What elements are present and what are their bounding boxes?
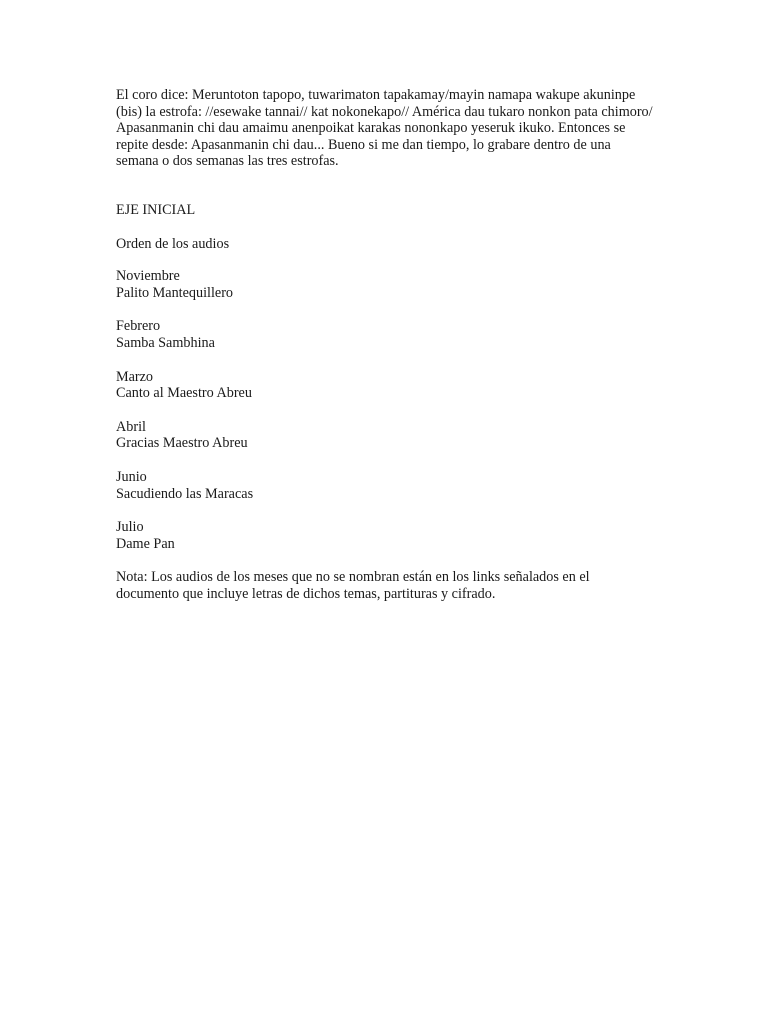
note-paragraph: Nota: Los audios de los meses que no se nombran están en los links señalados en el documento que incluye letras de dichos temas, partituras y cifrado. bbox=[116, 569, 590, 602]
section-subheading: Orden de los audios bbox=[116, 235, 230, 252]
audio-entry bbox=[116, 419, 656, 452]
audio-entry bbox=[116, 469, 656, 502]
document-page bbox=[116, 87, 656, 602]
intro-paragraph: El coro dice: Meruntoton tapopo, tuwarimaton tapakamay/mayin namapa wakupe akuninpe (bis) la estrofa: //esewake tannai// kat nokonekapo// América dau tukaro nonkon pata chimoro/ Apasanmanin chi dau amaimu anenpoikat karakas nononkapo yeseruk ikuko. Entonces se repite desde: Apasanmanin chi dau... Bueno si me dan tiempo, lo grabare dentro de una semana o dos semanas las tres estrofas. bbox=[116, 87, 653, 170]
entry-title: Sacudiendo las Maracas bbox=[116, 485, 254, 502]
entry-title: Gracias Maestro Abreu bbox=[116, 435, 248, 452]
audio-entry bbox=[116, 268, 656, 301]
entry-title: Canto al Maestro Abreu bbox=[116, 385, 252, 402]
entry-title: Dame Pan bbox=[116, 535, 175, 552]
entry-month: Noviembre bbox=[116, 268, 180, 285]
entry-title: Samba Sambhina bbox=[116, 334, 215, 351]
entry-month: Febrero bbox=[116, 318, 161, 335]
entry-month: Junio bbox=[116, 468, 147, 485]
audio-entry bbox=[116, 318, 656, 351]
entry-month: Marzo bbox=[116, 368, 154, 385]
entry-month: Julio bbox=[116, 519, 144, 536]
audio-entry bbox=[116, 519, 656, 552]
audio-entry bbox=[116, 369, 656, 402]
entry-title: Palito Mantequillero bbox=[116, 284, 234, 301]
entry-month: Abril bbox=[116, 418, 146, 435]
section-heading: EJE INICIAL bbox=[116, 201, 196, 218]
